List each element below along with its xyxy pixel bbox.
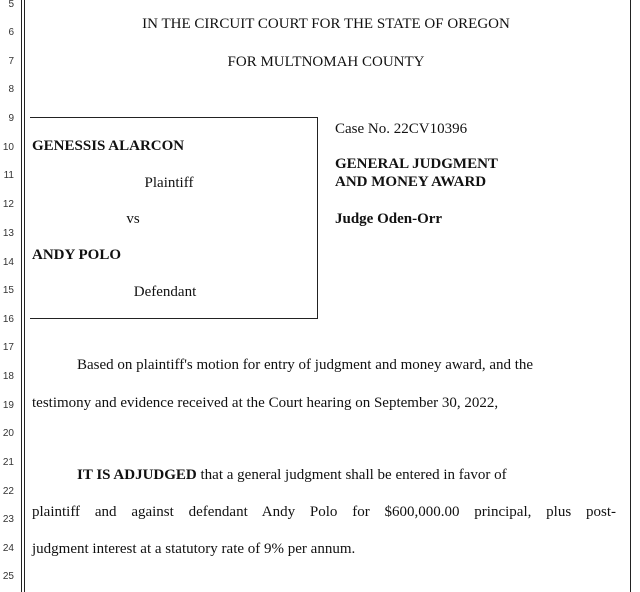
line-number: 24 xyxy=(2,543,14,554)
line-number: 7 xyxy=(8,56,14,67)
line-number: 19 xyxy=(2,400,14,411)
court-heading-line2: FOR MULTNOMAH COUNTY xyxy=(227,54,425,70)
line-number: 25 xyxy=(2,571,14,582)
document-title-line2: AND MONEY AWARD xyxy=(335,174,487,190)
paragraph2-line1-rest: that a general judgment shall be entered in favor of xyxy=(196,467,507,483)
line-number: 12 xyxy=(2,199,14,210)
line-number: 6 xyxy=(8,27,14,38)
line-number: 17 xyxy=(2,342,14,353)
versus-label: vs xyxy=(126,211,140,227)
line-number: 9 xyxy=(8,113,14,124)
line-number: 18 xyxy=(2,371,14,382)
right-margin-rule xyxy=(630,0,631,592)
paragraph2-line3: judgment interest at a statutory rate of 9% per annum. xyxy=(32,541,356,557)
line-number: 22 xyxy=(2,486,14,497)
line-number: 21 xyxy=(2,457,14,468)
line-number: 23 xyxy=(2,514,14,525)
line-number: 16 xyxy=(2,314,14,325)
line-number: 20 xyxy=(2,428,14,439)
paragraph2-line1 xyxy=(77,466,507,484)
paragraph2-line2: plaintiff and against defendant Andy Polo for $600,000.00 principal, plus post- xyxy=(32,504,616,520)
judge-name: Judge Oden-Orr xyxy=(335,211,443,227)
case-number: Case No. 22CV10396 xyxy=(335,121,468,137)
paragraph1-line2: testimony and evidence received at the Court hearing on September 30, 2022, xyxy=(32,395,499,411)
document-title-line1: GENERAL JUDGMENT xyxy=(335,156,498,172)
court-heading-line1: IN THE CIRCUIT COURT FOR THE STATE OF OREGON xyxy=(142,16,510,32)
defendant-role: Defendant xyxy=(133,284,197,300)
line-number: 14 xyxy=(2,257,14,268)
line-number: 11 xyxy=(3,170,14,181)
plaintiff-role: Plaintiff xyxy=(144,175,194,191)
line-number: 10 xyxy=(2,142,14,153)
adjudged-lead: IT IS ADJUDGED xyxy=(77,467,197,483)
line-number: 15 xyxy=(2,285,14,296)
line-number: 13 xyxy=(2,228,14,239)
line-number: 5 xyxy=(8,0,14,10)
line-number: 8 xyxy=(8,84,14,95)
defendant-name: ANDY POLO xyxy=(32,247,122,263)
paragraph1-line1: Based on plaintiff's motion for entry of judgment and money award, and the xyxy=(77,357,534,373)
plaintiff-name: GENESSIS ALARCON xyxy=(32,138,185,154)
